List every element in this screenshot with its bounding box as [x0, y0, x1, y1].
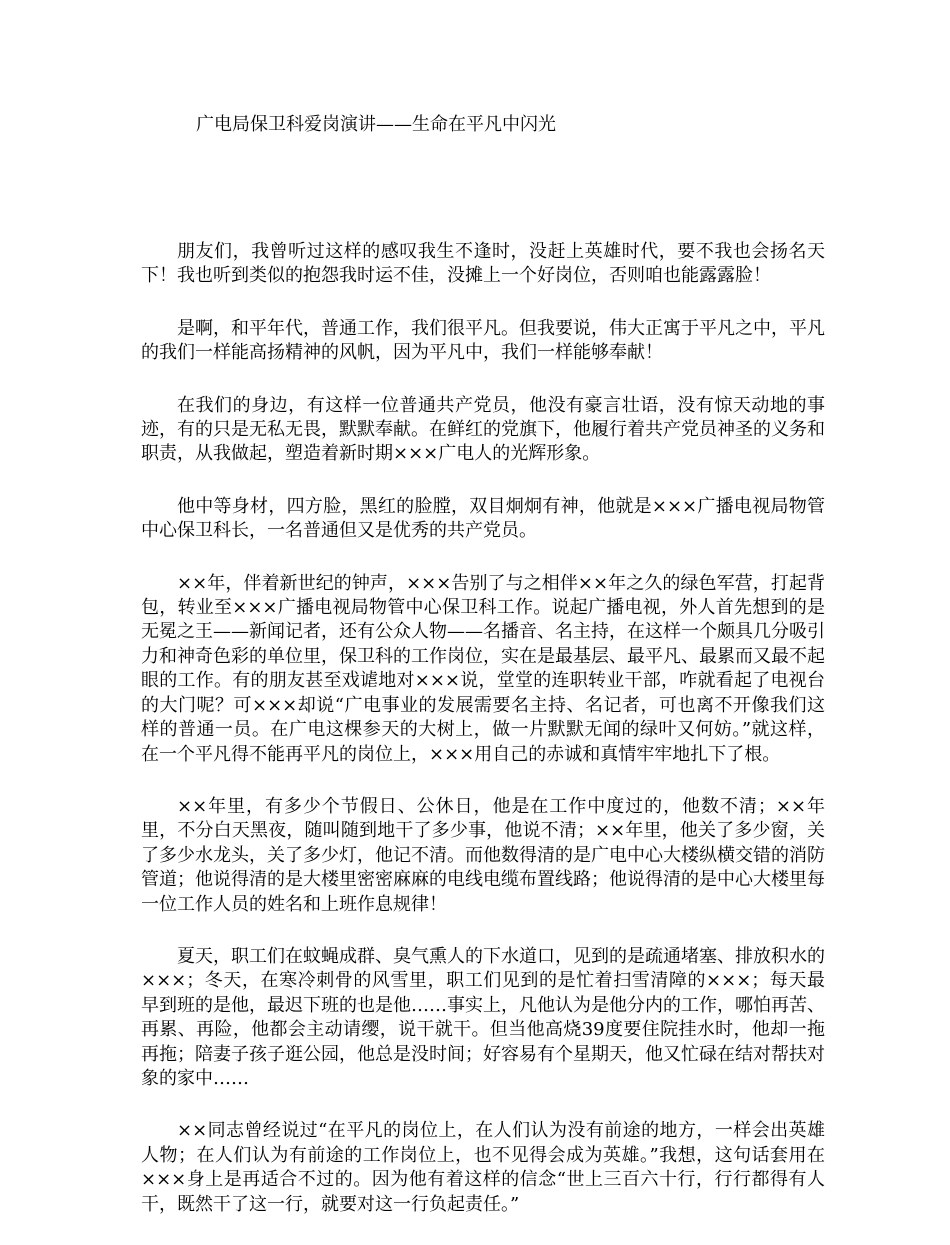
paragraph-1: 朋友们，我曾听过这样的感叹我生不逢时，没赶上英雄时代，要不我也会扬名天下！我也听到类似的抱怨我时运不佳，没摊上一个好岗位，否则咱也能露露脸！ [141, 241, 825, 287]
document-body [141, 240, 825, 1245]
paragraph-8: ××同志曾经说过“在平凡的岗位上，在人们认为没有前途的地方，一样会出英雄人物；在人们认为有前途的工作岗位上，也不见得会成为英雄。”我想，这句话套用在×××身上是再适合不过的。因为他有着这样的信念“世上三百六十行，行行都得有人干，既然干了这一行，就要对这一行负起责任。” [141, 1120, 825, 1215]
paragraph-7: 夏天，职工们在蚊蝇成群、臭气熏人的下水道口，见到的是疏通堵塞、排放积水的×××；冬天，在寒冷刺骨的风雪里，职工们见到的是忙着扫雪清障的×××；每天最早到班的是他，最迟下班的也是他……事实上，凡他认为是他分内的工作，哪怕再苦、再累、再险，他都会主动请缨，说干就干。但当他高烧39度要住院挂水时，他却一拖再拖；陪妻子孩子逛公园，他总是没时间；好容易有个星期天，他又忙碌在结对帮扶对象的家中…… [141, 945, 825, 1089]
paragraph-6: ××年里，有多少个节假日、公休日，他是在工作中度过的，他数不清；××年里，不分白天黑夜，随叫随到地干了多少事，他说不清；××年里，他关了多少窗，关了多少水龙头，关了多少灯，他记不清。而他数得清的是广电中心大楼纵横交错的消防管道；他说得清的是大楼里密密麻麻的电线电缆布置线路；他说得清的是中心大楼里每一位工作人员的姓名和上班作息规律！ [141, 795, 825, 915]
paragraph-4: 他中等身材，四方脸，黑红的脸膛，双目炯炯有神，他就是×××广播电视局物管中心保卫科长，一名普通但又是优秀的共产党员。 [141, 495, 825, 542]
paragraph-3: 在我们的身边，有这样一位普通共产党员，他没有豪言壮语，没有惊天动地的事迹，有的只是无私无畏，默默奉献。在鲜红的党旗下，他履行着共产党员神圣的义务和职责，从我做起，塑造着新时期×××广电人的光辉形象。 [141, 394, 825, 465]
document-title: 广电局保卫科爱岗演讲——生命在平凡中闪光 [196, 114, 556, 135]
paragraph-5: ××年，伴着新世纪的钟声，×××告别了与之相伴××年之久的绿色军营，打起背包，转业至×××广播电视局物管中心保卫科工作。说起广播电视，外人首先想到的是无冕之王——新闻记者，还有公众人物——名播音、名主持，在这样一个颇具几分吸引力和神奇色彩的单位里，保卫科的工作岗位，实在是最基层、最平凡、最累而又最不起眼的工作。有的朋友甚至戏谑地对×××说，堂堂的连职转业干部，咋就看起了电视台的大门呢？可×××却说“广电事业的发展需要名主持、名记者，可也离不开像我们这样的普通一员。在广电这棵参天的大树上，做一片默默无闻的绿叶又何妨。”就这样，在一个平凡得不能再平凡的岗位上，×××用自己的赤诚和真情牢牢地扎下了根。 [141, 572, 825, 765]
paragraph-2: 是啊，和平年代，普通工作，我们很平凡。但我要说，伟大正寓于平凡之中，平凡的我们一样能高扬精神的风帆，因为平凡中，我们一样能够奉献！ [141, 317, 825, 364]
